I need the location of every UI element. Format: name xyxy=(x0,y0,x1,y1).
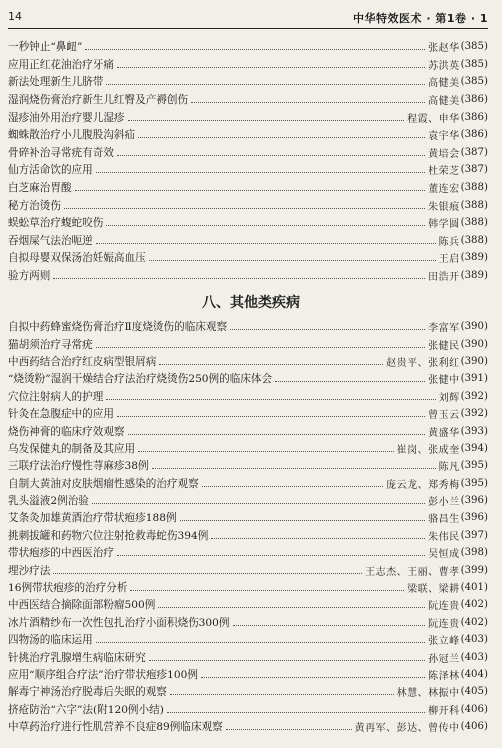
entry-title: 挑刺拔罐和药物穴位注射抢救毒蛇伤394例 xyxy=(8,529,209,542)
entry-author: 林慧、林振中 xyxy=(396,688,460,700)
dot-leader xyxy=(149,660,425,661)
entry-title: 中西药结合治疗红皮病型银屑病 xyxy=(8,355,157,368)
entry-author: 王志杰、王丽、曹孝 xyxy=(365,566,460,578)
entry-page: (388) xyxy=(460,217,488,229)
entry-title: 验方两则 xyxy=(8,270,51,283)
entry-author: 杜荣芝 xyxy=(428,166,460,178)
entry-title: 自拟中药蜂蜜烧伤膏治疗Ⅱ度烧烫伤的临床观察 xyxy=(8,321,228,334)
entry-page: (385) xyxy=(460,58,488,70)
entry-title: 穴位注射病人的护理 xyxy=(8,390,104,403)
entry-page: (406) xyxy=(460,703,488,715)
entry-title: 湿疹油外用治疗婴儿湿疹 xyxy=(8,111,125,124)
toc-entry xyxy=(8,440,488,457)
dot-leader xyxy=(117,67,425,68)
entry-author: 高健美 xyxy=(428,78,460,90)
entry-page: (406) xyxy=(460,721,488,733)
toc-entry xyxy=(8,353,488,370)
entry-author: 王启 xyxy=(438,254,460,266)
entry-author: 柳开科 xyxy=(428,705,460,717)
entry-page: (394) xyxy=(460,442,488,454)
toc-entry xyxy=(8,614,488,631)
entry-author: 张赵华 xyxy=(428,43,460,55)
toc-entry xyxy=(8,648,488,665)
dot-leader xyxy=(130,590,404,591)
toc-entry xyxy=(8,388,488,405)
dot-leader xyxy=(170,694,394,695)
entry-author: 陈凡 xyxy=(438,462,460,474)
entry-title: 仙方活命饮的应用 xyxy=(8,164,93,177)
toc-section-b xyxy=(8,318,488,735)
entry-page: (388) xyxy=(460,199,488,211)
entry-title: 湿润烧伤膏治疗新生儿红臀及产褥创伤 xyxy=(8,94,189,107)
entry-author: 韩学圆 xyxy=(428,219,460,231)
entry-title: 16例带状疱疹的治疗分析 xyxy=(8,582,128,595)
toc-entry xyxy=(8,683,488,700)
page-number: 14 xyxy=(8,10,22,23)
dot-leader xyxy=(96,172,425,173)
dot-leader xyxy=(96,243,436,244)
entry-page: (402) xyxy=(460,599,488,611)
entry-author: 曾玉云 xyxy=(428,410,460,422)
entry-title: 乌发保健丸的制备及其应用 xyxy=(8,442,136,455)
entry-author: 张健中 xyxy=(428,375,460,387)
dot-leader xyxy=(117,416,425,417)
dot-leader xyxy=(201,677,425,678)
entry-page: (399) xyxy=(460,564,488,576)
dot-leader xyxy=(180,520,426,521)
entry-author: 董连宏 xyxy=(428,184,460,196)
entry-author: 彭小兰 xyxy=(428,497,460,509)
entry-page: (387) xyxy=(460,146,488,158)
toc-entry xyxy=(8,405,488,422)
dot-leader xyxy=(128,434,426,435)
entry-title: 一秒钟止“鼻衄” xyxy=(8,41,83,54)
dot-leader xyxy=(128,120,405,121)
entry-author: 刘辉 xyxy=(438,392,460,404)
dot-leader xyxy=(106,225,425,226)
entry-page: (404) xyxy=(460,669,488,680)
entry-title: 烧伤神膏的临床疗效观察 xyxy=(8,425,125,438)
entry-page: (392) xyxy=(460,408,488,420)
entry-page: (395) xyxy=(460,477,488,489)
toc-entry xyxy=(8,718,488,735)
entry-author: 骆昌生 xyxy=(428,514,460,526)
toc-entry xyxy=(8,561,488,578)
dot-leader xyxy=(202,486,383,487)
entry-author: 陈泽林 xyxy=(428,671,460,682)
dot-leader xyxy=(167,712,425,713)
toc-entry xyxy=(8,56,488,74)
entry-author: 阮连贵 xyxy=(428,618,460,630)
entry-author: 张健民 xyxy=(428,340,460,352)
toc-entry xyxy=(8,492,488,509)
toc-entry xyxy=(8,631,488,648)
entry-author: 阮连贵 xyxy=(428,601,460,613)
entry-page: (395) xyxy=(460,460,488,472)
dot-leader xyxy=(85,49,425,50)
dot-leader xyxy=(75,190,426,191)
toc-entry xyxy=(8,196,488,214)
entry-page: (391) xyxy=(460,373,488,385)
entry-page: (386) xyxy=(460,94,488,106)
entry-page: (385) xyxy=(460,76,488,88)
toc-entry xyxy=(8,73,488,91)
toc-entry xyxy=(8,126,488,144)
entry-page: (389) xyxy=(460,252,488,264)
entry-title: 自拟母婴双保汤治妊娠高血压 xyxy=(8,252,146,265)
toc-entry xyxy=(8,335,488,352)
toc-entry xyxy=(8,666,488,683)
entry-page: (386) xyxy=(460,129,488,141)
entry-title: 吞烟屎气法治呃逆 xyxy=(8,234,93,247)
toc-entry xyxy=(8,144,488,162)
toc-entry xyxy=(8,370,488,387)
dot-leader xyxy=(138,451,393,452)
entry-page: (387) xyxy=(460,164,488,176)
entry-page: (388) xyxy=(460,182,488,194)
entry-title: 新法处理新生儿脐带 xyxy=(8,76,104,89)
dot-leader xyxy=(106,399,435,400)
dot-leader xyxy=(226,729,352,730)
entry-author: 苏洪英 xyxy=(428,60,460,72)
toc-entry xyxy=(8,579,488,596)
toc-entry xyxy=(8,509,488,526)
entry-author: 孙冠兰 xyxy=(428,653,460,665)
toc-entry xyxy=(8,475,488,492)
entry-title: 带状疱疹的中西医治疗 xyxy=(8,547,114,560)
entry-author: 高健美 xyxy=(428,96,460,108)
toc-entry xyxy=(8,38,488,56)
toc-section-a xyxy=(8,38,488,284)
entry-author: 朱伟民 xyxy=(428,531,460,543)
entry-title: 三联疗法治疗慢性荨麻疹38例 xyxy=(8,460,149,473)
entry-author: 梁联、梁耕 xyxy=(407,584,460,596)
entry-page: (403) xyxy=(460,634,488,646)
dot-leader xyxy=(92,503,425,504)
dot-leader xyxy=(106,84,425,85)
entry-title: 乳头溢液2例治验 xyxy=(8,495,89,508)
entry-title: 挤疮防治“六字”法(附120例小结) xyxy=(8,703,164,716)
entry-author: 程霞、申华 xyxy=(407,113,460,125)
toc-entry xyxy=(8,179,488,197)
dot-leader xyxy=(53,278,425,279)
entry-author: 黄培会 xyxy=(428,148,460,160)
entry-author: 张立峰 xyxy=(428,636,460,648)
entry-title: 蜘蛛散治疗小儿腹股沟斜疝 xyxy=(8,129,136,142)
entry-author: 崔岗、张成奎 xyxy=(396,444,460,456)
toc-entry xyxy=(8,249,488,267)
toc-entry xyxy=(8,527,488,544)
entry-title: 骨碎补治寻常疣有奇效 xyxy=(8,146,114,159)
toc-entry xyxy=(8,91,488,109)
dot-leader xyxy=(191,102,425,103)
entry-title: 自制大黄油对皮肤烟瘤性感染的治疗观察 xyxy=(8,477,199,490)
dot-leader xyxy=(96,347,425,348)
entry-page: (385) xyxy=(460,41,488,53)
entry-author: 赵贵平、张利红 xyxy=(386,357,460,369)
entry-page: (393) xyxy=(460,425,488,437)
running-title: 中华特效医术 · 第1卷 · 1 xyxy=(353,12,488,25)
entry-author: 陈兵 xyxy=(438,236,460,248)
toc-entry xyxy=(8,544,488,561)
entry-title: 中草药治疗进行性肌营养不良症89例临床观察 xyxy=(8,721,223,734)
entry-title: 猫胡须治疗寻常疣 xyxy=(8,338,93,351)
entry-title: 秘方治烫伤 xyxy=(8,199,61,212)
entry-title: 冰片酒精纱布一次性包扎治疗小面积烧伤300例 xyxy=(8,616,230,629)
entry-title: 针灸在急腹症中的应用 xyxy=(8,408,114,421)
dot-leader xyxy=(149,260,436,261)
entry-page: (389) xyxy=(460,270,488,282)
entry-title: 应用正红花油治疗牙痛 xyxy=(8,58,114,71)
entry-author: 袁宇华 xyxy=(428,131,460,143)
entry-author: 李富军 xyxy=(428,323,460,335)
section-heading: 八、其他类疾病 xyxy=(202,295,300,311)
page-header xyxy=(8,8,488,29)
dot-leader xyxy=(159,364,383,365)
entry-title: 解毒宁神汤治疗脱毒后失眠的观察 xyxy=(8,686,167,699)
entry-page: (402) xyxy=(460,616,488,628)
entry-page: (396) xyxy=(460,512,488,524)
entry-page: (390) xyxy=(460,355,488,367)
entry-author: 黄盛华 xyxy=(428,427,460,439)
entry-page: (401) xyxy=(460,582,488,594)
toc-entry xyxy=(8,596,488,613)
dot-leader xyxy=(117,555,425,556)
toc-entry xyxy=(8,422,488,439)
entry-title: 蜈蚣草治疗蝮蛇咬伤 xyxy=(8,217,104,230)
entry-title: 埋沙疗法 xyxy=(8,564,51,577)
entry-title: 艾条灸加雄黄酒治疗带状疱疹188例 xyxy=(8,512,177,525)
entry-page: (392) xyxy=(460,390,488,402)
dot-leader xyxy=(53,573,362,574)
entry-page: (403) xyxy=(460,651,488,663)
entry-page: (405) xyxy=(460,686,488,698)
entry-title: 四物汤的临床运用 xyxy=(8,634,93,647)
dot-leader xyxy=(233,625,426,626)
entry-author: 庞云龙、郑秀梅 xyxy=(386,479,460,491)
entry-author: 田浩开 xyxy=(428,272,460,284)
entry-page: (388) xyxy=(460,234,488,246)
dot-leader xyxy=(64,208,425,209)
entry-title: “烧烫粉”湿润干燥结合疗法治疗烧烫伤250例的临床体会 xyxy=(8,373,273,386)
entry-title: 白芝麻治胃酸 xyxy=(8,182,72,195)
dot-leader xyxy=(211,538,425,539)
dot-leader xyxy=(152,468,436,469)
toc-entry xyxy=(8,161,488,179)
entry-page: (397) xyxy=(460,529,488,541)
toc-entry xyxy=(8,457,488,474)
dot-leader xyxy=(117,155,425,156)
dot-leader xyxy=(96,642,425,643)
dot-leader xyxy=(158,607,425,608)
entry-page: (396) xyxy=(460,495,488,507)
toc-entry xyxy=(8,267,488,285)
entry-page: (390) xyxy=(460,321,488,333)
entry-page: (390) xyxy=(460,338,488,350)
entry-title: 应用“顺序组合疗法”治疗带状疱疹100例 xyxy=(8,669,198,681)
toc-entry xyxy=(8,214,488,232)
dot-leader xyxy=(230,329,425,330)
dot-leader xyxy=(138,137,425,138)
entry-title: 中西医结合摘除面部粉瘤500例 xyxy=(8,599,156,612)
entry-author: 吴恒成 xyxy=(428,549,460,561)
toc-entry xyxy=(8,108,488,126)
entry-page: (398) xyxy=(460,547,488,559)
entry-title: 针挑治疗乳腺增生病临床研究 xyxy=(8,651,146,664)
entry-page: (386) xyxy=(460,111,488,123)
dot-leader xyxy=(275,381,425,382)
entry-author: 朱银痕 xyxy=(428,201,460,213)
toc-entry xyxy=(8,232,488,250)
entry-author: 黄再军、彭达、曾传中 xyxy=(354,723,460,735)
toc-entry xyxy=(8,701,488,718)
toc-entry xyxy=(8,318,488,335)
